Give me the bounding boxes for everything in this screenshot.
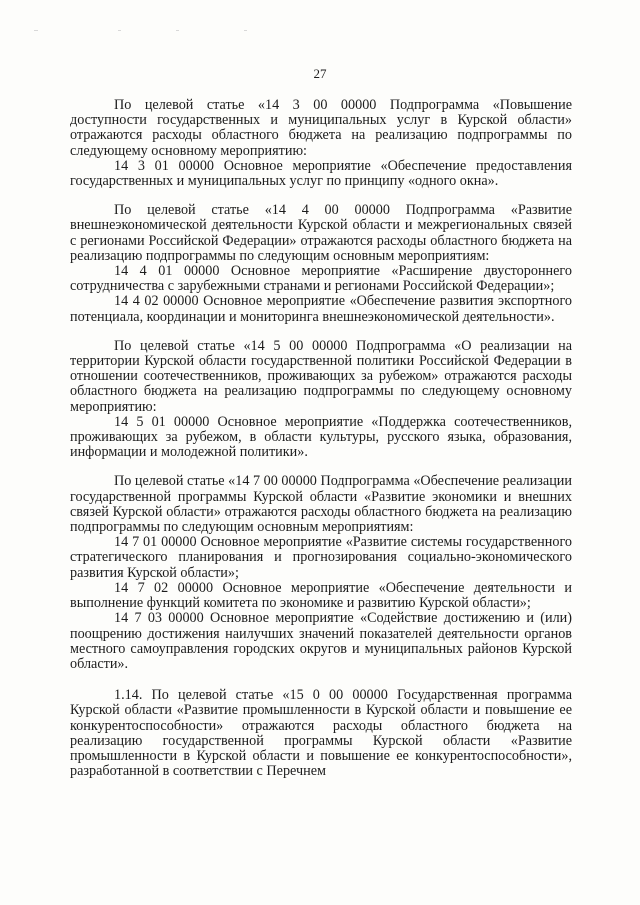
scan-speck (34, 30, 38, 31)
paragraph-activity-14-3-01: 14 3 01 00000 Основное мероприятие «Обеспечение предоставления государственных и муниципальных услуг по принципу «одного окна». (70, 157, 572, 190)
paragraph-program-15: 1.14. По целевой статье «15 0 00 00000 Государственная программа Курской области «Развитие промышленности в Курской области и повышение ее конкурентоспособности» отражаются расходы областного бюджета на реализацию государственной программы Курской области «Развитие промышленности в Курской области и повышение ее конкурентоспособности», разработанной в соответствии с Перечнем (70, 687, 572, 780)
paragraph-subprogram-14-3: По целевой статье «14 3 00 00000 Подпрограмма «Повышение доступности государственных и муниципальных услуг в Курской области» отражаются расходы областного бюджета на реализацию подпрограммы по следующему основному мероприятию: (70, 97, 572, 159)
paragraph-activity-14-7-02: 14 7 02 00000 Основное мероприятие «Обеспечение деятельности и выполнение функций комитета по экономике и развитию Курской области»; (70, 579, 572, 612)
paragraph-activity-14-7-03: 14 7 03 00000 Основное мероприятие «Содействие достижению и (или) поощрению достижения наилучших значений показателей деятельности органов местного самоуправления городских округов и муниципальных районов Курской области». (70, 610, 572, 672)
paragraph-activity-14-4-01: 14 4 01 00000 Основное мероприятие «Расширение двустороннего сотрудничества с зарубежными странами и регионами Российской Федерации»; (70, 263, 572, 295)
paragraph-subprogram-14-5: По целевой статье «14 5 00 00000 Подпрограмма «О реализации на территории Курской области государственной политики Российской Федерации в отношении соотечественников, проживающих за рубежом» отражаются расходы областного бюджета на реализацию подпрограммы по следующему основному мероприятию: (70, 337, 572, 415)
scan-speck (118, 30, 121, 31)
page-number: 27 (313, 66, 327, 81)
scan-speck (244, 30, 247, 31)
paragraph-subprogram-14-4: По целевой статье «14 4 00 00000 Подпрограмма «Развитие внешнеэкономической деятельности Курской области и межрегиональных связей с регионами Российской Федерации» отражаются расходы областного бюджета на реализацию подпрограммы по следующим основным мероприятиям: (70, 202, 572, 264)
paragraph-activity-14-5-01: 14 5 01 00000 Основное мероприятие «Поддержка соотечественников, проживающих за рубежом, в области культуры, русского языка, образования, информации и молодежной политики». (70, 413, 572, 461)
document-body (70, 98, 572, 779)
paragraph-activity-14-4-02: 14 4 02 00000 Основное мероприятие «Обеспечение развития экспортного потенциала, координации и мониторинга внешнеэкономической деятельности». (70, 293, 572, 325)
paragraph-subprogram-14-7: По целевой статье «14 7 00 00000 Подпрограмма «Обеспечение реализации государственной программы Курской области «Развитие экономики и внешних связей Курской области» отражаются расходы областного бюджета на реализацию подпрограммы по следующим основным мероприятиям: (70, 473, 572, 536)
scan-speck (176, 30, 179, 31)
paragraph-activity-14-7-01: 14 7 01 00000 Основное мероприятие «Развитие системы государственного стратегического планирования и прогнозирования социально-экономического развития Курской области»; (70, 534, 572, 581)
